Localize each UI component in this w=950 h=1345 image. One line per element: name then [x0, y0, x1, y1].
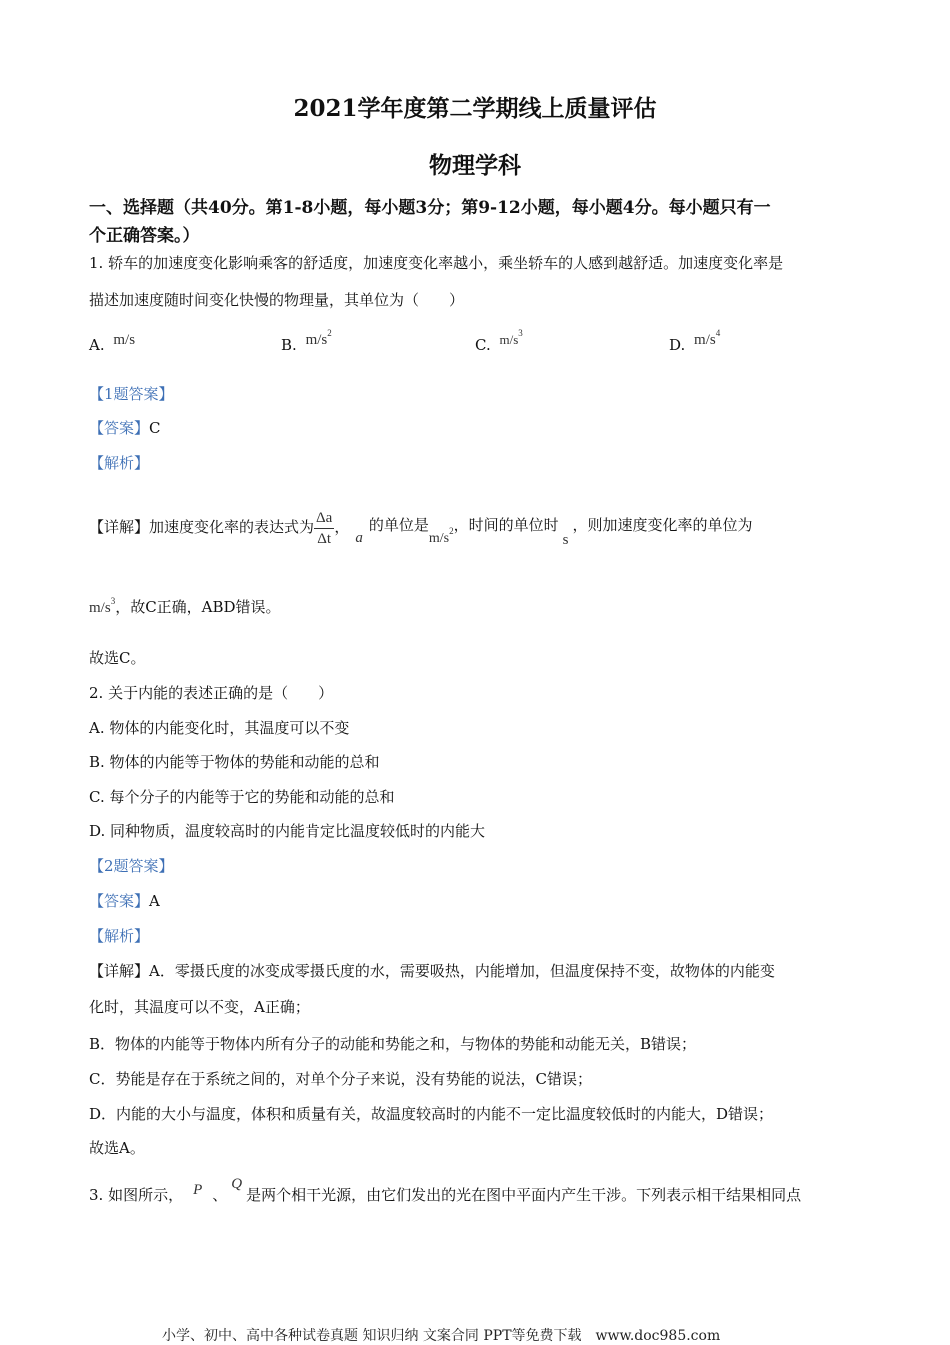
q2-answer-tag: 【2题答案】	[89, 857, 174, 875]
section-heading-line2: 个正确答案。）	[89, 226, 200, 246]
var-q: Q	[231, 1176, 243, 1192]
q2-detail-line2: 化时，其温度可以不变，A正确；	[89, 998, 310, 1016]
unit-result: $m/s^3$	[89, 596, 116, 616]
unit-time: s	[562, 532, 569, 548]
detail-label: 【详解】	[89, 962, 150, 980]
q2-analysis-label: 【解析】	[89, 927, 150, 945]
q2-detail-line1: 【详解】A．零摄氏度的冰变成零摄氏度的水，需要吸热，内能增加，但温度保持不变，故物体的内能变	[89, 962, 775, 980]
option-unit: $m/s^2$	[305, 328, 332, 348]
footer-url: www.doc985.com	[595, 1328, 721, 1344]
q1-stem-line1: 1. 轿车的加速度变化影响乘客的舒适度，加速度变化率越小，乘坐轿车的人感到越舒适。加速度变化率是	[89, 254, 784, 272]
q2-detail-c: C．势能是存在于系统之间的，对单个分子来说，没有势能的说法，C错误；	[89, 1070, 592, 1088]
q2-conclusion: 故选A。	[89, 1139, 145, 1157]
q1-analysis-label: 【解析】	[89, 454, 150, 472]
q1-answer	[89, 417, 161, 438]
option-label: A.	[89, 336, 105, 354]
q1-option-b	[281, 324, 332, 355]
detail-label: 【详解】	[89, 518, 150, 536]
q3-stem: 3. 如图所示， P 、Q是两个相干光源，由它们发出的光在图中平面内产生干涉。下列表示相干结果相同点	[89, 1176, 802, 1204]
q1-option-c	[475, 324, 523, 354]
var-a: a	[355, 530, 363, 546]
footer-text: 小学、初中、高中各种试卷真题 知识归纳 文案合同 PPT等免费下载 www.doc985.com	[162, 1328, 721, 1344]
option-label: B.	[281, 336, 297, 354]
q1-detail-cont: $m/s^3$，故C正确，ABD错误。	[89, 596, 281, 616]
q2-detail-d: D．内能的大小与温度，体积和质量有关，故温度较高时的内能不一定比温度较低时的内能大，D错误；	[89, 1105, 774, 1123]
unit-accel: $m/s^2$	[428, 526, 454, 546]
option-unit: $m/s^4$	[694, 328, 721, 348]
option-unit: $m/s^3$	[499, 328, 523, 347]
q1-conclusion: 故选C。	[89, 649, 146, 667]
section-heading-line1: 一、选择题（共40分。第1-8小题，每小题3分；第9-12小题，每小题4分。每小题只有一	[89, 198, 771, 218]
q1-detail: 【详解】加速度变化率的表达式为 $\frac{\Delta a}{\Delta t}$ ，a的单位是$m/s^2$，时间的单位时s，则加速度变化率的单位为	[89, 509, 753, 548]
q2-option-a: A. 物体的内能变化时，其温度可以不变	[89, 719, 350, 737]
answer-label: 【答案】	[89, 419, 150, 437]
subject-title: 物理学科	[429, 152, 521, 179]
q2-option-d: D. 同种物质，温度较高时的内能肯定比温度较低时的内能大	[89, 822, 486, 840]
q1-answer-tag: 【1题答案】	[89, 385, 174, 403]
q1-option-d	[669, 324, 721, 355]
q1-option-a	[89, 324, 136, 355]
page-title: 2021学年度第二学期线上质量评估	[293, 95, 657, 122]
option-label: C.	[475, 336, 491, 354]
q2-option-c: C. 每个分子的内能等于它的势能和动能的总和	[89, 788, 395, 806]
q1-stem-line2: 描述加速度随时间变化快慢的物理量，其单位为（ ）	[89, 291, 465, 309]
q2-stem: 2. 关于内能的表述正确的是（ ）	[89, 684, 334, 702]
var-p: P	[193, 1182, 203, 1198]
answer-label: 【答案】	[89, 892, 150, 910]
answer-value: C	[149, 419, 161, 437]
option-label: D.	[669, 336, 686, 354]
answer-value: A	[149, 892, 160, 910]
q2-option-b: B. 物体的内能等于物体的势能和动能的总和	[89, 753, 380, 771]
rate-fraction: $\frac{\Delta a}{\Delta t}$	[316, 509, 333, 547]
q2-detail-b: B．物体的内能等于物体内所有分子的动能和势能之和，与物体的势能和动能无关，B错误；	[89, 1035, 697, 1053]
option-unit: m/s	[113, 332, 136, 348]
q2-answer	[89, 890, 160, 911]
